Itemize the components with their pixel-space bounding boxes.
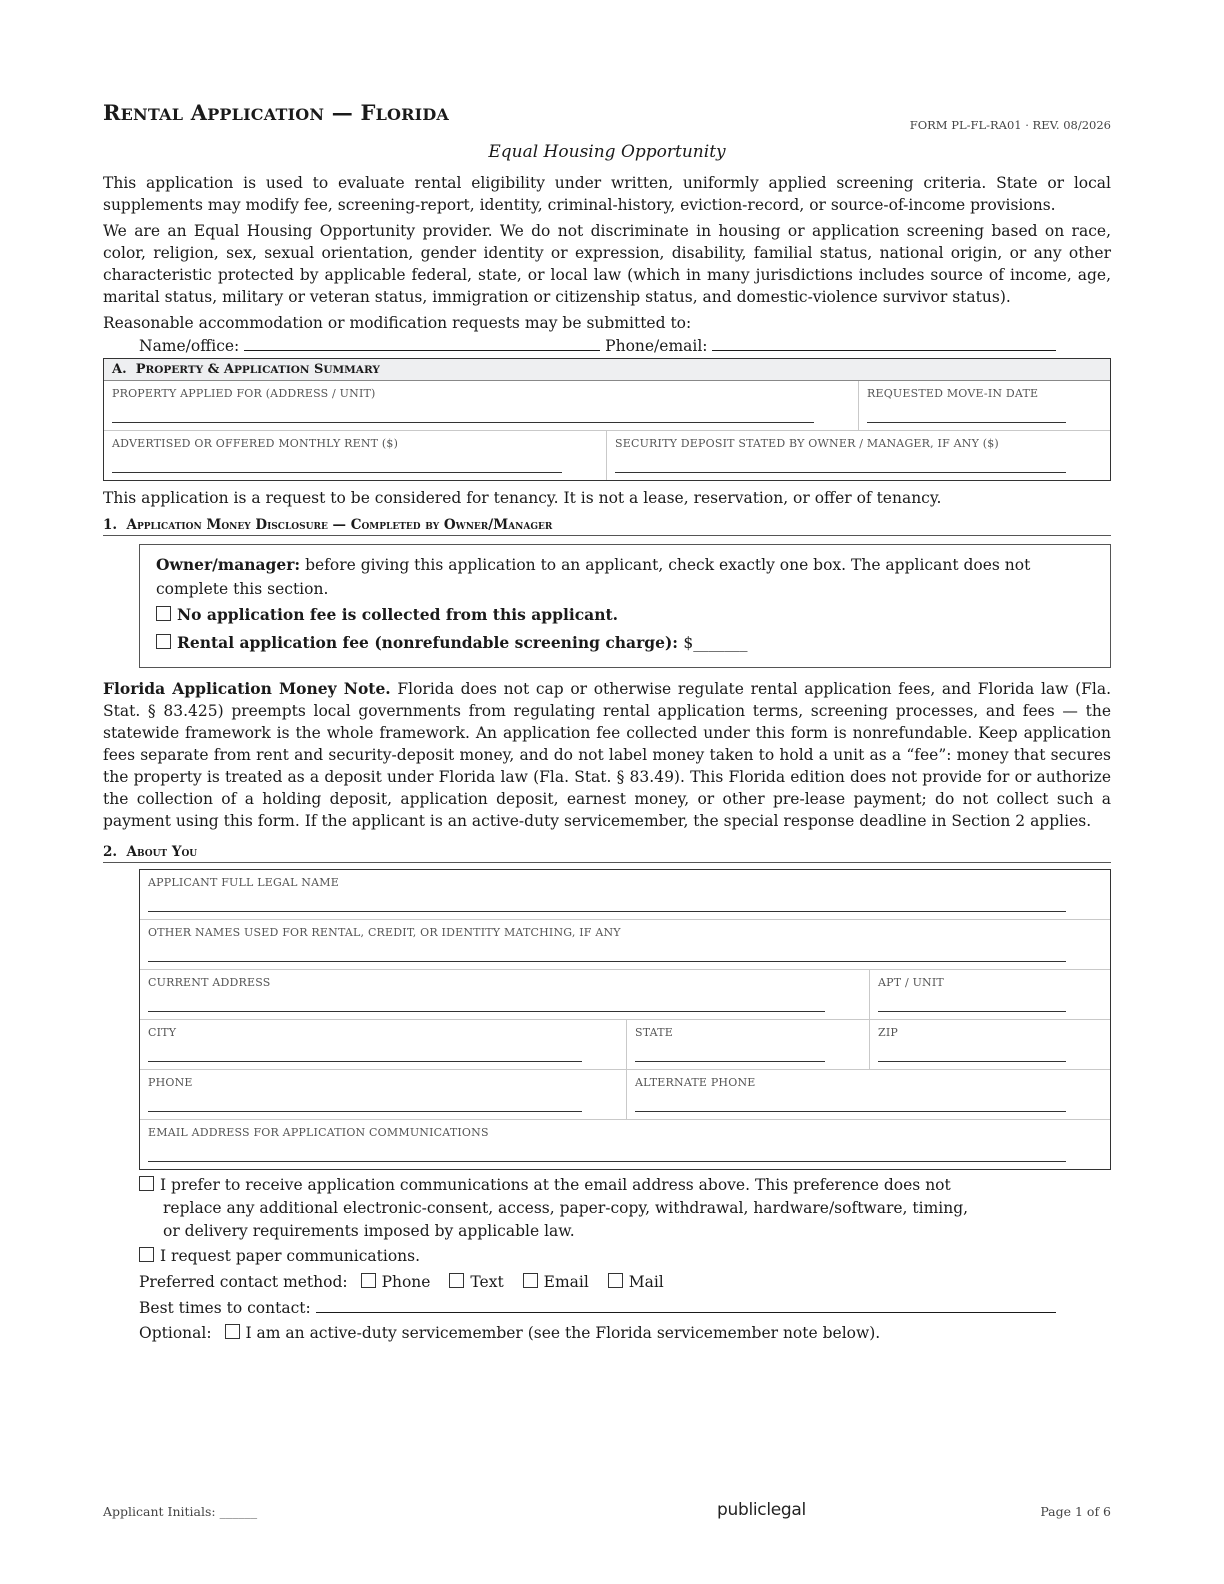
monthly-rent-field[interactable]: ADVERTISED OR OFFERED MONTHLY RENT ($): [104, 431, 606, 480]
apt-unit-field[interactable]: APT / UNIT: [869, 970, 1110, 1019]
contact-text-option[interactable]: Text: [449, 1273, 503, 1291]
email-preference-checkbox[interactable]: [139, 1176, 154, 1191]
property-address-field[interactable]: PROPERTY APPLIED FOR (ADDRESS / UNIT): [104, 381, 858, 430]
current-address-field[interactable]: CURRENT ADDRESS: [140, 970, 869, 1019]
zip-field[interactable]: ZIP: [869, 1020, 1110, 1069]
intro-paragraph-1: This application is used to evaluate rental eligibility under written, uniformly applied screening criteria. State or local supplements may modify fee, screening-report, identity, criminal-history, eviction-record, or source-of-income provisions.: [103, 174, 1111, 214]
no-fee-checkbox[interactable]: [156, 606, 171, 621]
servicemember-checkbox[interactable]: [225, 1324, 240, 1339]
email-field[interactable]: EMAIL ADDRESS FOR APPLICATION COMMUNICATIONS: [140, 1120, 1110, 1169]
page-number: Page 1 of 6: [1040, 1504, 1111, 1519]
about-you-box: [139, 869, 1111, 1170]
move-in-date-field[interactable]: REQUESTED MOVE-IN DATE: [858, 381, 1110, 430]
preferred-contact-method: Preferred contact method: Phone Text Email Mail: [139, 1273, 664, 1291]
fee-checkbox[interactable]: [156, 634, 171, 649]
form-page: [103, 100, 1111, 1345]
section-a-heading: A. PROPERTY & APPLICATION SUMMARY: [104, 359, 1110, 381]
application-money-disclosure-box: [139, 544, 1111, 668]
phone-email-field[interactable]: [712, 334, 1056, 351]
accommodation-contact-line: [103, 334, 1111, 358]
servicemember-option[interactable]: I am an active-duty servicemember (see the Florida servicemember note below).: [225, 1324, 881, 1342]
contact-phone-option[interactable]: Phone: [361, 1273, 431, 1291]
state-field[interactable]: STATE: [626, 1020, 869, 1069]
contact-mail-option[interactable]: Mail: [608, 1273, 664, 1291]
paper-communications-option[interactable]: I request paper communications.: [139, 1245, 1111, 1268]
subtitle: Equal Housing Opportunity: [488, 142, 726, 162]
other-names-field[interactable]: OTHER NAMES USED FOR RENTAL, CREDIT, OR IDENTITY MATCHING, IF ANY: [140, 920, 1110, 969]
publiclegal-logo: publiclegal: [717, 1500, 806, 1520]
form-number: FORM PL-FL-RA01 · REV. 08/2026: [909, 118, 1111, 132]
florida-money-note: Florida Application Money Note. Florida does not cap or otherwise regulate rental application fees, and Florida law (Fla. Stat. § 83.425) preempts local governments from regulating rental application terms, screening processes, and fees — the statewide framework is the whole framework. An application fee collected under this form is nonrefundable. Keep application fees separate from rent and security-deposit money, and do not label money taken to hold a unit as a “fee”: money that secures the property is treated as a deposit under Florida law (Fla. Stat. § 83.49). This Florida edition does not provide for or authorize the collection of a holding deposit, application deposit, earnest money, or other pre-lease payment; do not collect such a payment using this form. If the applicant is an active-duty servicemember, the special response deadline in Section 2 applies.: [103, 679, 1111, 830]
phone-email-label: Phone/email:: [605, 337, 708, 355]
servicemember-line: Optional: I am an active-duty servicemember (see the Florida servicemember note below).: [139, 1324, 881, 1342]
city-field[interactable]: CITY: [140, 1020, 626, 1069]
no-fee-option[interactable]: No application fee is collected from this applicant.: [156, 601, 1094, 629]
intro-paragraph-2: We are an Equal Housing Opportunity provider. We do not discriminate in housing or application screening based on race, color, religion, sex, sexual orientation, gender identity or expression, disability, familial status, national origin, or any other characteristic protected by applicable federal, state, or local law (which in many jurisdictions includes source of income, age, marital status, military or veteran status, immigration or citizenship status, and domestic-violence survivor status).: [103, 222, 1111, 306]
page-title: RENTAL APPLICATION — FLORIDA: [103, 100, 450, 125]
best-times-line: Best times to contact:: [139, 1296, 1111, 1320]
section-1-heading: 1. Application Money Disclosure — Completed by Owner/Manager: [103, 517, 1111, 536]
paper-communications-checkbox[interactable]: [139, 1247, 154, 1262]
fee-amount-field[interactable]: $_______: [683, 634, 748, 652]
intro-paragraph-3: Reasonable accommodation or modification requests may be submitted to:: [103, 314, 692, 332]
fee-option[interactable]: Rental application fee (nonrefundable screening charge): $_______: [156, 629, 1094, 657]
full-name-field[interactable]: APPLICANT FULL LEGAL NAME: [140, 870, 1110, 919]
name-office-label: Name/office:: [139, 337, 240, 355]
property-summary-box: [103, 358, 1111, 481]
section-2-heading: 2. About You: [103, 844, 1111, 863]
alternate-phone-field[interactable]: ALTERNATE PHONE: [626, 1070, 1110, 1119]
header: [103, 100, 1111, 136]
phone-field[interactable]: PHONE: [140, 1070, 626, 1119]
email-preference-option[interactable]: I prefer to receive application communications at the email address above. This preference does not replace any additional electronic-consent, access, paper-copy, withdrawal, hardware/software, timing, or delivery requirements imposed by applicable law.: [139, 1174, 1111, 1243]
owner-instructions: Owner/manager: before giving this application to an applicant, check exactly one box. The applicant does not complete this section.: [156, 555, 1031, 598]
tenancy-request-note: This application is a request to be considered for tenancy. It is not a lease, reservation, or offer of tenancy.: [103, 489, 942, 507]
contact-email-option[interactable]: Email: [523, 1273, 589, 1291]
name-office-field[interactable]: [244, 334, 600, 351]
best-times-field[interactable]: [316, 1296, 1056, 1313]
security-deposit-field[interactable]: SECURITY DEPOSIT STATED BY OWNER / MANAGER, IF ANY ($): [606, 431, 1110, 480]
page-footer: [103, 1500, 1111, 1524]
applicant-initials: Applicant Initials: ______: [103, 1504, 258, 1519]
